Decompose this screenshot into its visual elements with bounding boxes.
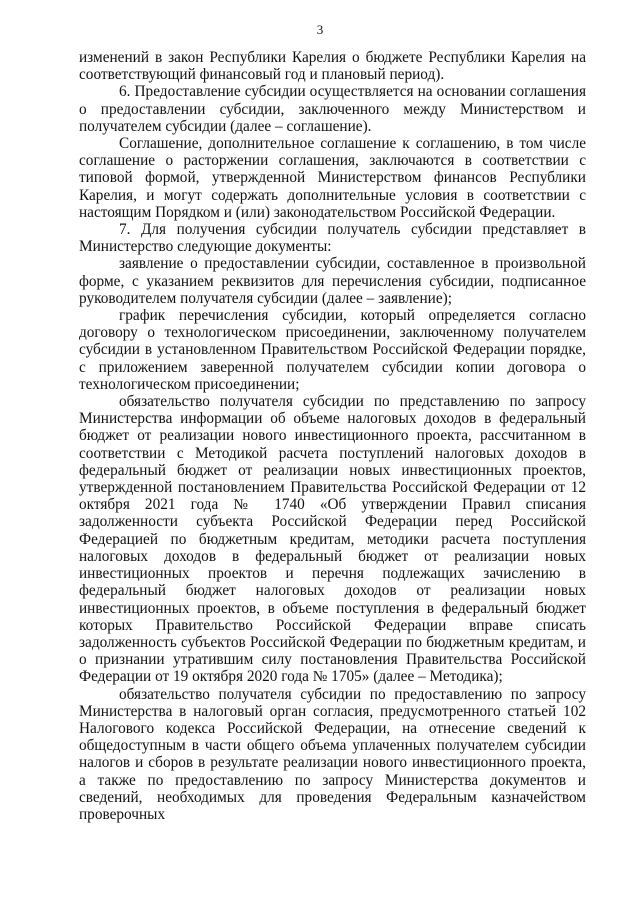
document-body [79,49,586,823]
paragraph-item-6: 6. Предоставление субсидии осуществляется на основании соглашения о предоставлении субсидии, заключенного между Министерством и получателем субсидии (далее – соглашение). [79,83,586,135]
paragraph-application: заявление о предоставлении субсидии, составленное в произвольной форме, с указанием реквизитов для перечисления субсидии, подписанное руководителем получателя субсидии (далее – заявление); [79,255,586,307]
paragraph-obligation-methodology: обязательство получателя субсидии по представлению по запросу Министерства информации об объеме налоговых доходов в федеральный бюджет от реализации нового инвестиционного проекта, рассчитанном в соответствии с Методикой расчета поступлений налоговых доходов в федеральный бюджет от реализации новых инвестиционных проектов, утвержденной постановлением Правительства Российской Федерации от 12 октября 2021 года № 1740 «Об утверждении Правил списания задолженности субъекта Российской Федерации перед Российской Федерацией по бюджетным кредитам, методики расчета поступления налоговых доходов в федеральный бюджет от реализации новых инвестиционных проектов и перечня подлежащих зачислению в федеральный бюджет налоговых доходов от реализации новых инвестиционных проектов, в объеме поступления в федеральный бюджет которых Правительство Российской Федерации вправе списать задолженность субъектов Российской Федерации по бюджетным кредитам, и о признании утратившим силу постановления Правительства Российской Федерации от 19 октября 2020 года № 1705» (далее – Методика); [79,393,586,686]
paragraph-item-7: 7. Для получения субсидии получатель субсидии представляет в Министерство следующие документы: [79,221,586,256]
paragraph-obligation-tax-consent: обязательство получателя субсидии по предоставлению по запросу Министерства в налоговый орган согласия, предусмотренного статьей 102 Налогового кодекса Российской Федерации, на отнесение сведений к общедоступным в части общего объема уплаченных получателем субсидии налогов и сборов в результате реализации нового инвестиционного проекта, а также по предоставлению по запросу Министерства документов и сведений, необходимых для проведения Федеральным казначейством проверочных [79,685,586,823]
paragraph-schedule: график перечисления субсидии, который определяется согласно договору о технологическом присоединении, заключенному получателем субсидии в установленном Правительством Российской Федерации порядке, с приложением заверенной получателем субсидии копии договора о технологическом присоединении; [79,307,586,393]
page-number: 3 [316,22,324,37]
paragraph-agreement: Соглашение, дополнительное соглашение к соглашению, в том числе соглашение о расторжении соглашения, заключаются в соответствии с типовой формой, утвержденной Министерством финансов Республики Карелия, и могут содержать дополнительные условия в соответствии с настоящим Порядком и (или) законодательством Российской Федерации. [79,135,586,221]
paragraph-continuation: изменений в закон Республики Карелия о бюджете Республики Карелия на соответствующий финансовый год и плановый период). [79,49,586,84]
